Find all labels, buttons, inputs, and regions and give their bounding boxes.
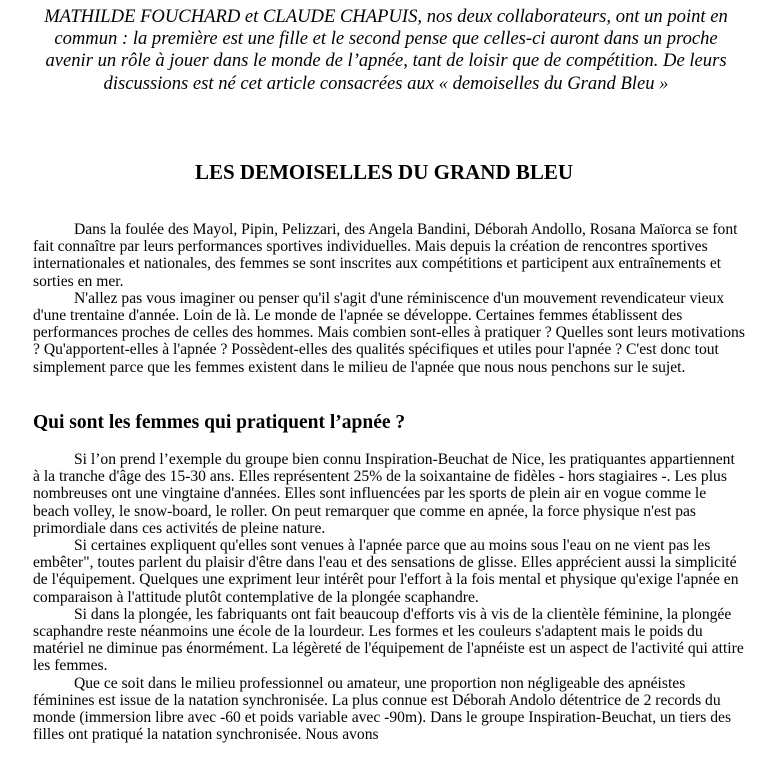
section-heading: Qui sont les femmes qui pratiquent l’apnée ? [33,412,406,433]
body-paragraph: Si l’on prend l’exemple du groupe bien connu Inspiration-Beuchat de Nice, les pratiquantes appartiennent à la tranche d'âge des 15-30 ans. Elles représentent 25% de la soixantaine de fidèles - hors stagiaires -. Les plus nombreuses ont une vingtaine d'années. Elles sont influencées par les sports de plein air en vogue comme le beach volley, le snow-board, le roller. On peut remarquer que comme en apnée, la force physique n'est pas primordiale dans ces activités de pleine nature. [33,451,735,537]
article-title: LES DEMOISELLES DU GRAND BLEU [194,160,574,184]
section-body-intro [33,221,745,376]
body-paragraph: Que ce soit dans le milieu professionnel ou amateur, une proportion non négligeable des apnéistes féminines est issue de la natation synchronisée. La plus connue est Déborah Andolo détentrice de 2 records du monde (immersion libre avec -60 et poids variable avec -90m). Dans le groupe Inspiration-Beuchat, un tiers des filles ont pratiqué la natation synchronisée. Nous avons [33,674,732,744]
body-paragraph: Dans la foulée des Mayol, Pipin, Pelizzari, des Angela Bandini, Déborah Andollo, Rosana Maïorca se font fait connaître par leurs performances sportives individuelles. Mais depuis la création de rencontres sportives internationales et nationales, des femmes se sont inscrites aux compétitions et participent aux entraînements et sorties en mer. [33,221,738,290]
section-body-who [33,451,745,743]
body-paragraph: Si dans la plongée, les fabriquants ont fait beaucoup d'efforts vis à vis de la clientèle féminine, la plongée scaphandre reste néanmoins une école de la lourdeur. Les formes et les couleurs s'adaptent mais le poids du matériel ne diminue pas énormément. La légèreté de l'équipement de l'apnéiste est un aspect de l'activité qui attire les femmes. [33,605,744,675]
body-paragraph: Si certaines expliquent qu'elles sont venues à l'apnée parce que au moins sous l'eau on ne vient pas les embêter", toutes parlent du plaisir d'être dans l'eau et des sensations de glisse. Elles apprécient aussi la simplicité de l'équipement. Quelques une expriment leur intérêt pour l'effort à la fois mental et physique qu'exige l'apnée en comparaison à l'attitude plutôt contemplative de la plongée scaphandre. [33,537,739,606]
body-paragraph: N'allez pas vous imaginer ou penser qu'il s'agit d'une réminiscence d'un mouvement revendicateur vieux d'une trentaine d'année. Loin de là. Le monde de l'apnée se développe. Certaines femmes établissent des performances proches de celles des hommes. Mais combien sont-elles à pratiquer ? Quelles sont leurs motivations ? Qu'apportent-elles à l'apnée ? Possèdent-elles des qualités spécifiques et utiles pour l'apnée ? C'est donc tout simplement parce que les femmes existent dans le milieu de l'apnée que nous nous penchons sur le sujet. [33,289,745,376]
intro-paragraph: MATHILDE FOUCHARD et CLAUDE CHAPUIS, nos deux collaborateurs, ont un point en commun : la première est une fille et le second pense que celles-ci auront dans un proche avenir un rôle à jouer dans le monde de l’apnée, tant de loisir que de compétition. De leurs discussions est né cet article consacrées aux « demoiselles du Grand Bleu » [44,6,728,94]
